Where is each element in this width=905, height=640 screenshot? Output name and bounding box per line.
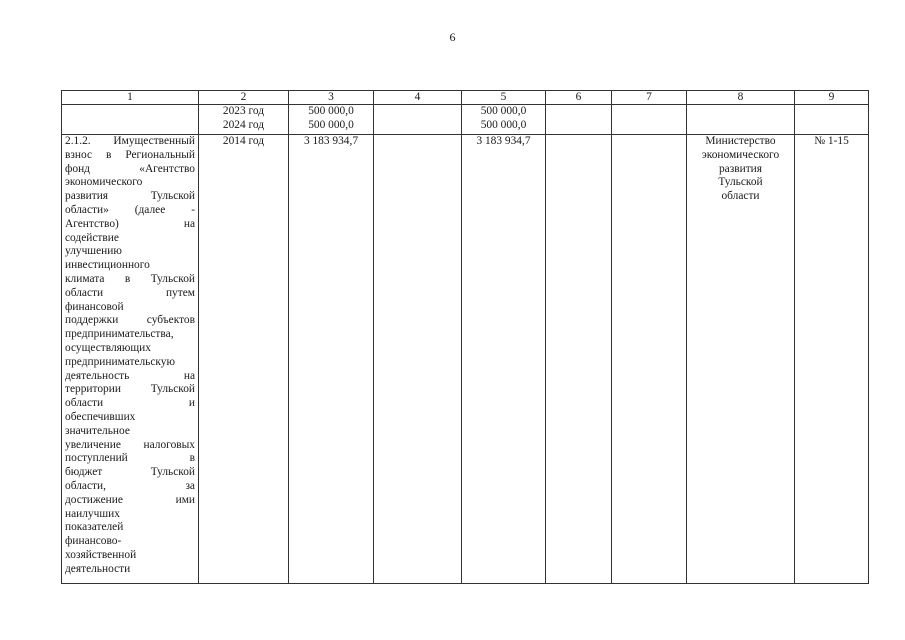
description-line: финансово- [65,535,122,548]
column-header: 3 [289,91,374,105]
program-table [61,90,869,584]
cell-col5 [462,135,546,584]
cell-name [62,135,199,584]
executor-line: развития [718,162,763,175]
measure-description [65,135,195,577]
description-line: взнос в Региональный [65,148,195,161]
description-line: финансовой [65,300,124,313]
column-header: 8 [687,91,795,105]
executor-line: Тульской [718,176,763,189]
description-line: области и [65,397,195,410]
column-header: 2 [199,91,289,105]
amount-value: 500 000,0 [480,118,527,131]
cell-col7 [612,105,687,135]
executor-line: Министерство [705,135,776,147]
column-header: 1 [62,91,199,105]
description-line: бюджет Тульской [65,466,195,479]
amount-value: 3 183 934,7 [476,135,531,147]
description-line: территории Тульской [65,383,195,396]
description-line: климата в Тульской [65,272,195,285]
table-header-row [62,91,869,105]
description-line: поддержки субъектов [65,314,195,327]
description-line: области путем [65,286,195,299]
description-line: осуществляющих [65,341,151,354]
column-header: 7 [612,91,687,105]
description-line: достижение ими [65,493,195,506]
description-line: предпринимательскую [65,355,176,368]
description-line: инвестиционного [65,259,150,272]
cell-col8 [687,135,795,584]
description-line: экономического [65,176,143,189]
cell-years [199,105,289,135]
year-value: 2023 год [222,105,265,117]
description-line: улучшению [65,245,122,258]
amount-value: 500 000,0 [480,105,527,117]
description-line: поступлений в [65,452,195,465]
cell-col9 [795,105,869,135]
cell-col4 [374,105,462,135]
cell-col3 [289,135,374,584]
amount-value: 3 183 934,7 [303,135,359,147]
cell-col9: № 1-15 [795,135,869,584]
description-line: развития Тульской [65,190,195,203]
executor-line: экономического [701,148,780,161]
description-line: значительное [65,424,130,437]
year-value: 2024 год [222,118,265,131]
description-line: хозяйственной [65,548,137,561]
cell-years [199,135,289,584]
cell-col4 [374,135,462,584]
executor-line: области [721,190,760,203]
description-line: содействие [65,231,119,244]
amount-value: 500 000,0 [308,118,354,131]
cell-col8 [687,105,795,135]
description-line: предпринимательства, [65,328,174,341]
description-line: области, за [65,479,195,492]
description-line: деятельности [65,562,131,575]
column-header: 4 [374,91,462,105]
description-line: Агентство) на [65,217,195,230]
description-line: фонд «Агентство [65,162,195,175]
page-number: 6 [449,30,456,44]
table-row [62,135,869,584]
table-row [62,105,869,135]
year-value: 2014 год [222,135,265,147]
description-line: 2.1.2. Имущественный [65,135,195,147]
cell-col5 [462,105,546,135]
cell-col3 [289,105,374,135]
description-line: обеспечивших [65,410,136,423]
amount-value: 500 000,0 [308,105,354,117]
column-header: 6 [546,91,612,105]
executor-text [690,135,791,204]
column-header: 5 [462,91,546,105]
cell-col7 [612,135,687,584]
description-line: наилучших [65,507,120,520]
description-line: показателей [65,521,124,534]
description-line: области» (далее - [65,203,195,216]
description-line: деятельность на [65,369,195,382]
column-header: 9 [795,91,869,105]
description-line: увеличение налоговых [65,438,195,451]
cell-col6 [546,135,612,584]
cell-name [62,105,199,135]
cell-col6 [546,105,612,135]
